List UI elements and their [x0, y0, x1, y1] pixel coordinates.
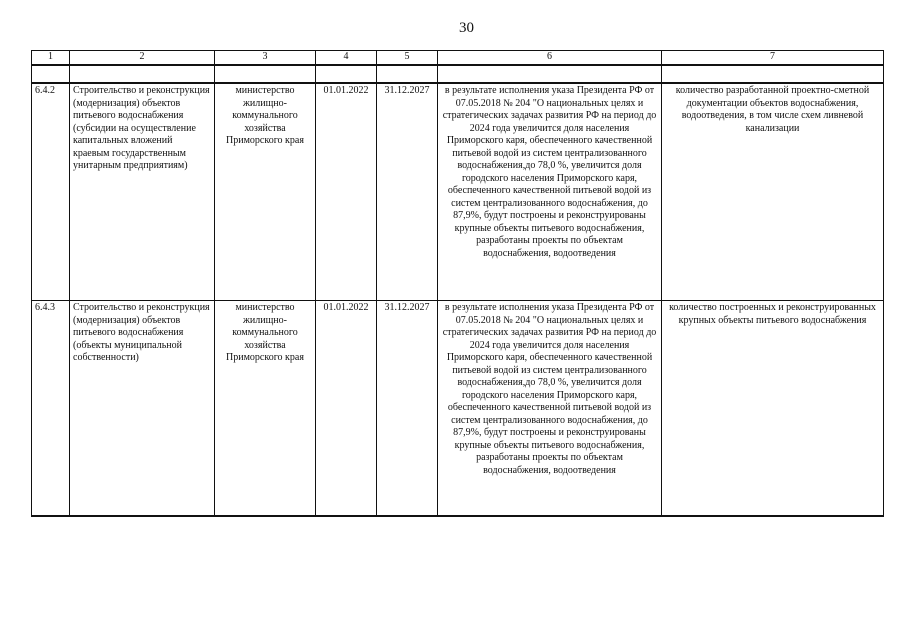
column-header: 3 [215, 51, 316, 66]
column-header: 2 [70, 51, 215, 66]
row-name: Строительство и реконструкция (модернизация) объектов питьевого водоснабжения (объекты муниципальной собственности) [70, 301, 215, 517]
header-row [32, 51, 884, 66]
column-header: 6 [438, 51, 662, 66]
page-number: 30 [459, 20, 474, 36]
row-responsible: министерство жилищно-коммунального хозяйства Приморского края [215, 83, 316, 301]
row-name: Строительство и реконструкция (модернизация) объектов питьевого водоснабжения (субсидии на осуществление капитальных вложений краевым государственным унитарным предприятиям) [70, 83, 215, 301]
row-end-date: 31.12.2027 [377, 301, 438, 517]
row-code: 6.4.3 [32, 301, 70, 517]
row-start-date: 01.01.2022 [316, 301, 377, 517]
row-code: 6.4.2 [32, 83, 70, 301]
row-indicator: количество разработанной проектно-сметной документации объектов водоснабжения, водоотведения, в том числе схем ливневой канализации [662, 83, 884, 301]
spacer-row [32, 65, 884, 83]
table-row [32, 301, 884, 517]
column-header: 4 [316, 51, 377, 66]
column-header: 5 [377, 51, 438, 66]
row-start-date: 01.01.2022 [316, 83, 377, 301]
row-result: в результате исполнения указа Президента РФ от 07.05.2018 № 204 "О национальных целях и стратегических задачах развития РФ на период до 2024 года увеличится доля населения Приморского каря, обеспеченного качественной питьевой водой из систем централизованного водоснабжения,до 78,0 %, увеличится доля городского населения Приморского каря, обеспеченного качественной питьевой водой из систем централизованного водоснабжения, до 87,9%, будут построены и реконструированы крупные объекты питьевого водоснабжения, разработаны проекты по объектам водоснабжения, водоотведения [438, 83, 662, 301]
row-responsible: министерство жилищно-коммунального хозяйства Приморского края [215, 301, 316, 517]
row-result: в результате исполнения указа Президента РФ от 07.05.2018 № 204 "О национальных целях и стратегических задачах развития РФ на период до 2024 года увеличится доля населения Приморского каря, обеспеченного качественной питьевой водой из систем централизованного водоснабжения,до 78,0 %, увеличится доля городского населения Приморского каря, обеспеченного качественной питьевой водой из систем централизованного водоснабжения, до 87,9%, будут построены и реконструированы крупные объекты питьевого водоснабжения, разработаны проекты по объектам водоснабжения, водоотведения [438, 301, 662, 517]
column-header: 7 [662, 51, 884, 66]
measures-table [31, 50, 884, 517]
row-end-date: 31.12.2027 [377, 83, 438, 301]
table-row [32, 83, 884, 301]
column-header: 1 [32, 51, 70, 66]
row-indicator: количество построенных и реконструированных крупных объекты питьевого водоснабжения [662, 301, 884, 517]
